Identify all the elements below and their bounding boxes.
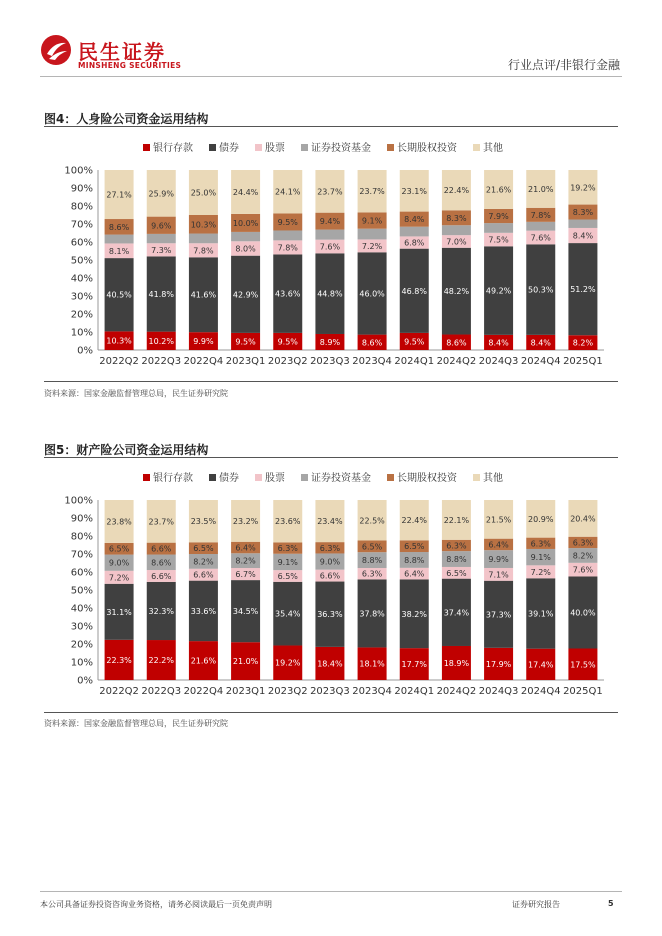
figure-4-bottom-rule [44,381,618,382]
y-tick-label: 40% [70,603,93,615]
legend-bank-deposit: 银行存款 [153,143,193,154]
data-label-fund: 9.9% [488,555,509,565]
data-label-other: 21.5% [485,515,512,525]
data-label-bank-deposit: 17.4% [528,660,554,670]
data-label-bond: 48.2% [443,287,470,297]
legend-other: 其他 [483,143,503,154]
data-label-bond: 40.0% [570,608,596,618]
data-label-long-term-equity: 6.5% [361,542,383,552]
y-tick-label: 0% [77,675,93,687]
data-label-bond: 41.6% [190,290,217,300]
x-tick-label: 2022Q3 [141,356,182,367]
legend-other-swatch [473,144,480,151]
x-tick-label: 2024Q4 [520,686,561,697]
data-label-fund: 9.1% [530,553,551,563]
bar-segment-fund [231,232,260,241]
data-label-stock: 6.3% [361,569,383,579]
data-label-long-term-equity: 7.9% [488,211,509,221]
x-tick-label: 2022Q4 [183,686,224,697]
data-label-other: 23.4% [317,517,343,527]
data-label-bond: 37.8% [359,609,385,619]
x-tick-label: 2023Q2 [267,356,308,367]
x-tick-label: 2022Q2 [99,686,139,697]
data-label-bank-deposit: 10.3% [106,336,132,346]
data-label-bond: 37.3% [485,610,512,620]
y-tick-label: 80% [70,531,93,543]
figure-5-top-rule [44,457,618,458]
data-label-bond: 43.6% [275,289,301,299]
figure-5-source: 资料来源：国家金融监督管理总局，民生证券研究院 [44,719,228,728]
data-label-bond: 37.4% [443,608,470,618]
data-label-fund: 8.8% [404,555,425,565]
figure-4-source: 资料来源：国家金融监督管理总局，民生证券研究院 [44,389,228,398]
data-label-bank-deposit: 17.7% [401,660,427,670]
data-label-long-term-equity: 6.5% [108,544,130,554]
legend-other-swatch [473,474,480,481]
data-label-fund: 8.6% [151,558,172,568]
legend-long-term-equity-swatch [387,474,394,481]
data-label-other: 22.4% [401,516,427,526]
data-label-bond: 34.5% [232,607,259,617]
data-label-bond: 41.8% [148,290,174,300]
data-label-stock: 6.8% [404,238,425,248]
data-label-stock: 7.5% [488,235,509,245]
data-label-long-term-equity: 9.6% [151,221,172,231]
y-tick-label: 10% [70,657,93,669]
data-label-bank-deposit: 18.4% [317,659,343,669]
data-label-other: 25.0% [190,188,217,198]
page-number: 5 [608,899,614,908]
data-label-bank-deposit: 18.1% [359,659,385,669]
bar-segment-fund [273,230,302,240]
y-tick-label: 0% [77,345,93,357]
data-label-fund: 9.0% [319,557,341,567]
data-label-bank-deposit: 22.2% [148,656,174,666]
data-label-stock: 6.4% [404,569,425,579]
legend-stock-swatch [255,474,262,481]
data-label-long-term-equity: 8.6% [108,222,130,232]
legend-fund: 证券投资基金 [311,473,371,484]
data-label-fund: 8.2% [572,551,594,561]
y-tick-label: 50% [70,585,93,597]
data-label-stock: 7.2% [361,241,383,251]
report-section: 行业点评/非银行金融 [507,58,620,72]
data-label-long-term-equity: 10.0% [232,218,259,228]
data-label-stock: 7.0% [446,237,467,247]
data-label-stock: 7.6% [530,233,551,243]
data-label-stock: 6.6% [151,571,172,581]
x-tick-label: 2022Q4 [183,356,224,367]
bar-segment-fund [400,227,429,237]
data-label-bank-deposit: 21.0% [232,657,259,667]
data-label-bank-deposit: 10.2% [148,336,174,346]
data-label-fund: 8.2% [235,556,256,566]
data-label-bank-deposit: 9.5% [277,337,298,347]
x-tick-label: 2023Q3 [310,686,350,697]
bar-segment-fund [147,234,176,243]
data-label-other: 23.5% [190,517,217,527]
legend-bank-deposit-swatch [143,474,150,481]
data-label-stock: 6.6% [319,571,341,581]
data-label-bank-deposit: 8.4% [488,338,509,348]
data-label-bank-deposit: 18.9% [443,658,470,668]
legend-long-term-equity: 长期股权投资 [397,143,457,154]
data-label-bond: 49.2% [485,286,512,296]
legend-other: 其他 [483,473,503,484]
data-label-long-term-equity: 6.5% [404,542,425,552]
bar-segment-fund [526,222,555,231]
data-label-stock: 8.0% [235,244,256,254]
x-tick-label: 2024Q1 [394,686,435,697]
x-tick-label: 2024Q3 [478,356,519,367]
data-label-long-term-equity: 8.4% [404,215,425,225]
figure-5-bottom-rule [44,712,618,713]
x-tick-label: 2024Q4 [520,356,561,367]
x-tick-label: 2024Q1 [394,356,435,367]
x-tick-label: 2025Q1 [563,686,603,697]
legend-long-term-equity: 长期股权投资 [397,473,457,484]
y-tick-label: 70% [70,219,93,231]
data-label-bond: 50.3% [528,285,554,295]
page-header [0,0,662,80]
data-label-bank-deposit: 9.5% [404,337,425,347]
data-label-bond: 40.5% [106,290,132,300]
legend-bond-swatch [209,474,216,481]
y-tick-label: 30% [70,621,93,633]
data-label-long-term-equity: 6.3% [572,538,594,548]
x-tick-label: 2025Q1 [563,356,603,367]
data-label-other: 23.2% [232,516,259,526]
legend-bank-deposit: 银行存款 [153,473,193,484]
data-label-bank-deposit: 8.6% [446,338,467,348]
data-label-bank-deposit: 17.9% [485,659,512,669]
legend-bond: 债券 [219,143,239,154]
brand-name-cn: 民生证券 [78,40,166,64]
x-tick-label: 2024Q3 [478,686,519,697]
bar-segment-fund [105,235,134,244]
data-label-other: 20.4% [570,514,596,524]
life-insurer-allocation-chart [44,130,618,380]
data-label-other: 25.9% [148,189,174,199]
data-label-fund: 8.2% [193,557,214,567]
legend-bank-deposit-swatch [143,144,150,151]
figure-4-title: 图4：人身险公司资金运用结构 [44,112,209,126]
data-label-long-term-equity: 7.8% [530,210,551,220]
x-tick-label: 2022Q2 [99,356,139,367]
legend-stock-swatch [255,144,262,151]
data-label-other: 23.7% [359,187,385,197]
data-label-bank-deposit: 17.5% [570,660,596,670]
bar-segment-fund [189,234,218,244]
y-tick-label: 100% [64,495,93,507]
header-divider [40,76,622,77]
data-label-bank-deposit: 22.3% [106,655,132,665]
data-label-long-term-equity: 6.3% [446,541,467,551]
y-tick-label: 60% [70,237,93,249]
data-label-other: 21.0% [528,184,554,194]
data-label-long-term-equity: 6.3% [319,543,341,553]
y-tick-label: 40% [70,273,93,285]
data-label-stock: 7.8% [277,243,298,253]
data-label-stock: 7.2% [530,567,551,577]
data-label-long-term-equity: 9.5% [277,217,298,227]
data-label-stock: 7.6% [572,565,594,575]
data-label-stock: 6.5% [446,568,467,578]
data-label-bank-deposit: 19.2% [275,658,301,668]
data-label-stock: 7.2% [108,573,130,583]
data-label-long-term-equity: 10.3% [190,220,217,230]
figure-5-chart [44,460,618,710]
y-tick-label: 90% [70,513,93,525]
legend-long-term-equity-swatch [387,144,394,151]
x-tick-label: 2023Q4 [352,356,392,367]
bar-segment-fund [315,230,344,240]
data-label-stock: 6.7% [235,570,256,580]
data-label-other: 20.9% [528,514,554,524]
data-label-stock: 7.8% [193,246,214,256]
data-label-bond: 38.2% [401,609,427,619]
data-label-stock: 6.6% [193,570,214,580]
figure-4-top-rule [44,126,618,127]
bar-segment-fund [484,223,513,233]
brand-name-en: MINSHENG SECURITIES [78,61,182,70]
y-tick-label: 100% [64,165,93,177]
data-label-stock: 8.1% [108,246,130,256]
data-label-long-term-equity: 9.4% [319,217,341,227]
property-insurer-allocation-chart [44,460,618,710]
data-label-bond: 32.3% [148,606,174,616]
figure-5-title: 图5：财产险公司资金运用结构 [44,443,209,457]
y-tick-label: 30% [70,291,93,303]
data-label-long-term-equity: 6.5% [193,544,214,554]
x-tick-label: 2024Q2 [436,686,477,697]
bar-segment-fund [358,229,387,240]
data-label-bond: 44.8% [317,289,343,299]
data-label-stock: 6.5% [277,571,298,581]
y-tick-label: 80% [70,201,93,213]
legend-bond-swatch [209,144,216,151]
footer-disclaimer: 本公司具备证券投资咨询业务资格，请务必阅读最后一页免责声明 [40,900,272,909]
bar-segment-fund [442,225,471,235]
data-label-long-term-equity: 6.4% [488,540,509,550]
y-tick-label: 50% [70,255,93,267]
data-label-fund: 9.0% [108,558,130,568]
legend-bond: 债券 [219,473,239,484]
minsheng-logo-icon [40,34,72,66]
data-label-fund: 8.8% [446,555,467,565]
data-label-bond: 33.6% [190,606,217,616]
data-label-long-term-equity: 6.4% [235,543,256,553]
y-tick-label: 20% [70,309,93,321]
x-tick-label: 2024Q2 [436,356,477,367]
data-label-bond: 42.9% [232,290,259,300]
y-tick-label: 70% [70,549,93,561]
legend-fund: 证券投资基金 [311,143,371,154]
data-label-bank-deposit: 21.6% [190,656,217,666]
footer-divider [40,891,622,892]
x-tick-label: 2023Q1 [225,356,266,367]
data-label-other: 23.6% [275,517,301,527]
y-tick-label: 60% [70,567,93,579]
data-label-stock: 7.1% [488,570,509,580]
data-label-long-term-equity: 9.1% [361,216,383,226]
x-tick-label: 2023Q1 [225,686,266,697]
x-tick-label: 2022Q3 [141,686,182,697]
data-label-bank-deposit: 9.9% [193,337,214,347]
data-label-bank-deposit: 8.6% [361,338,383,348]
data-label-bank-deposit: 8.9% [319,337,341,347]
data-label-bond: 46.0% [359,289,385,299]
legend-fund-swatch [301,144,308,151]
data-label-long-term-equity: 8.3% [572,208,594,218]
bar-segment-fund [568,220,597,228]
x-tick-label: 2023Q4 [352,686,392,697]
legend-fund-swatch [301,474,308,481]
data-label-other: 23.1% [401,186,427,196]
data-label-other: 22.1% [443,515,470,525]
x-tick-label: 2023Q3 [310,356,350,367]
data-label-long-term-equity: 6.6% [151,544,172,554]
data-label-fund: 8.8% [361,556,383,566]
data-label-other: 27.1% [106,190,132,200]
data-label-stock: 7.6% [319,242,341,252]
figure-4-chart [44,130,618,380]
data-label-stock: 8.4% [572,231,594,241]
data-label-bond: 46.8% [401,286,427,296]
data-label-bank-deposit: 9.5% [235,337,256,347]
x-tick-label: 2023Q2 [267,686,308,697]
y-tick-label: 90% [70,183,93,195]
legend-stock: 股票 [265,143,285,154]
data-label-other: 22.4% [443,186,470,196]
data-label-long-term-equity: 6.3% [277,544,298,554]
data-label-other: 24.4% [232,187,259,197]
data-label-other: 24.1% [275,187,301,197]
y-tick-label: 10% [70,327,93,339]
footer-report-type: 证券研究报告 [512,900,560,909]
data-label-bond: 35.4% [275,609,301,619]
data-label-bond: 31.1% [106,607,132,617]
data-label-long-term-equity: 8.3% [446,213,467,223]
data-label-bond: 36.3% [317,610,343,620]
data-label-other: 19.2% [570,183,596,193]
data-label-other: 23.7% [317,187,343,197]
data-label-stock: 7.3% [151,245,172,255]
data-label-bond: 39.1% [528,609,554,619]
data-label-other: 23.7% [148,517,174,527]
data-label-bank-deposit: 8.2% [572,338,594,348]
data-label-bank-deposit: 8.4% [530,338,551,348]
data-label-bond: 51.2% [570,285,596,295]
y-tick-label: 20% [70,639,93,651]
data-label-other: 21.6% [485,185,512,195]
data-label-long-term-equity: 6.3% [530,539,551,549]
data-label-fund: 9.1% [277,557,298,567]
data-label-other: 22.5% [359,516,385,526]
legend-stock: 股票 [265,473,285,484]
data-label-other: 23.8% [106,517,132,527]
